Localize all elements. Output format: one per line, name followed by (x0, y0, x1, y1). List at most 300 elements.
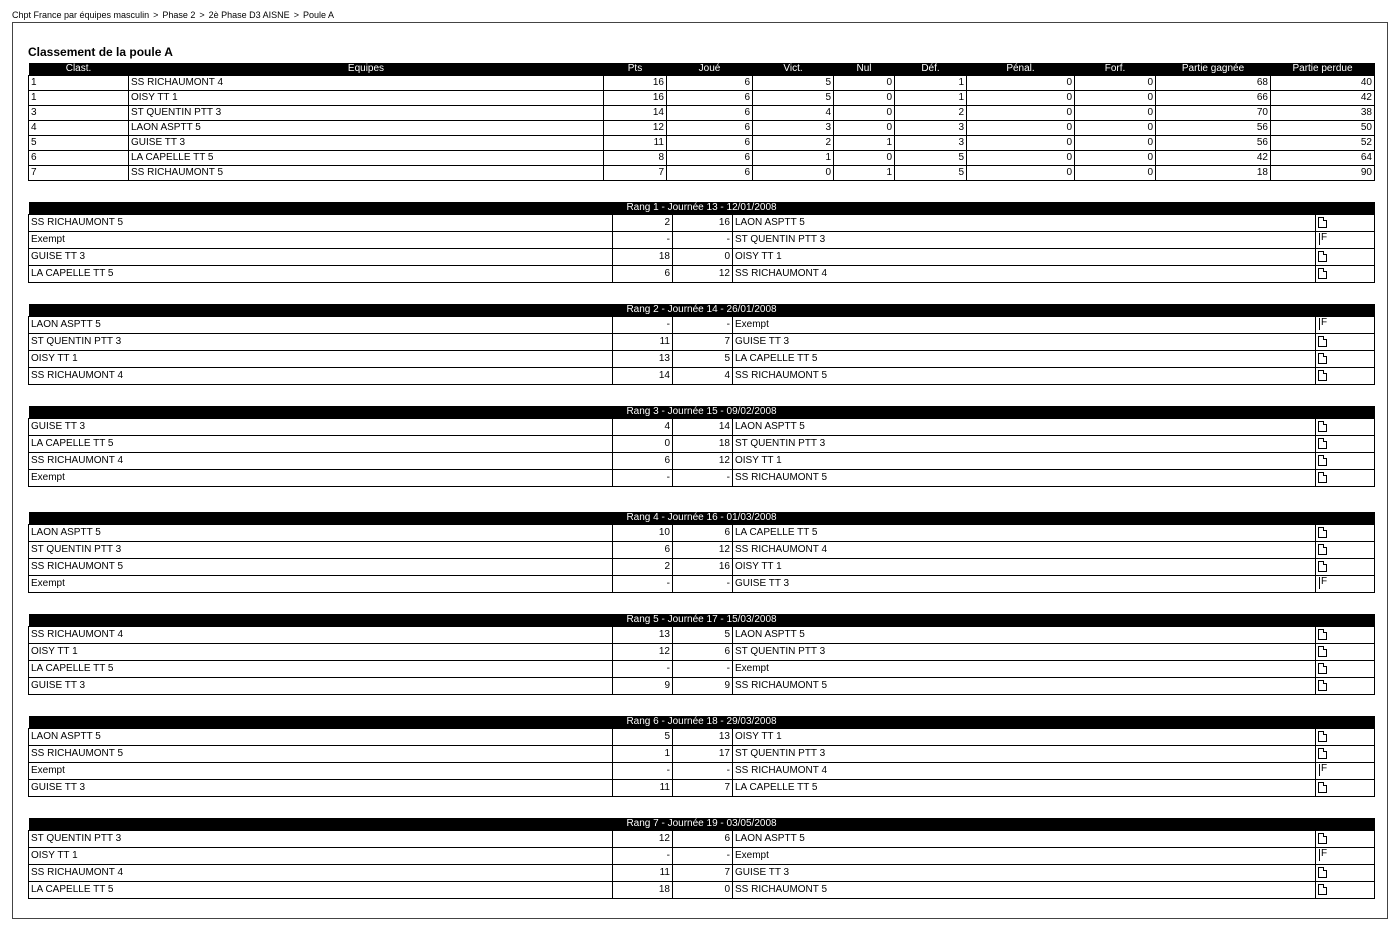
away-team-cell: SS RICHAUMONT 5 (733, 882, 1316, 899)
match-row (29, 470, 1375, 487)
away-team-cell: LAON ASPTT 5 (733, 215, 1316, 232)
document-icon[interactable] (1318, 680, 1327, 691)
standings-cell: 3 (895, 136, 967, 151)
match-sheet-cell (1316, 763, 1375, 780)
document-icon[interactable] (1318, 731, 1327, 742)
standings-cell: 0 (1075, 121, 1156, 136)
standings-column-header: Partie perdue (1271, 63, 1375, 76)
standings-cell: 6 (667, 136, 753, 151)
away-score-cell: 0 (673, 882, 733, 899)
forfeit-icon[interactable] (1318, 849, 1329, 861)
document-icon[interactable] (1318, 336, 1327, 347)
round-table (28, 818, 1375, 899)
standings-cell: 0 (967, 121, 1075, 136)
document-icon[interactable] (1318, 867, 1327, 878)
standings-cell: 64 (1271, 151, 1375, 166)
standings-row (29, 91, 1375, 106)
home-score-cell: 12 (613, 831, 673, 848)
match-row (29, 317, 1375, 334)
match-row (29, 525, 1375, 542)
home-score-cell: 11 (613, 780, 673, 797)
away-score-cell: - (673, 576, 733, 593)
match-sheet-cell (1316, 419, 1375, 436)
away-score-cell: - (673, 848, 733, 865)
away-team-cell: Exempt (733, 317, 1316, 334)
document-icon[interactable] (1318, 663, 1327, 674)
document-icon[interactable] (1318, 884, 1327, 895)
document-icon[interactable] (1318, 217, 1327, 228)
away-team-cell: SS RICHAUMONT 4 (733, 542, 1316, 559)
home-team-cell: SS RICHAUMONT 5 (29, 215, 613, 232)
home-score-cell: 11 (613, 334, 673, 351)
match-sheet-cell (1316, 627, 1375, 644)
standings-cell: 42 (1156, 151, 1271, 166)
standings-cell: 0 (1075, 106, 1156, 121)
home-score-cell: 4 (613, 419, 673, 436)
standings-row (29, 166, 1375, 181)
match-sheet-cell (1316, 453, 1375, 470)
match-row (29, 436, 1375, 453)
away-team-cell: ST QUENTIN PTT 3 (733, 746, 1316, 763)
away-score-cell: 6 (673, 525, 733, 542)
standings-row (29, 121, 1375, 136)
away-team-cell: SS RICHAUMONT 5 (733, 470, 1316, 487)
standings-cell: 0 (834, 106, 895, 121)
away-score-cell: 16 (673, 215, 733, 232)
round-table (28, 202, 1375, 283)
document-icon[interactable] (1318, 629, 1327, 640)
standings-table (28, 63, 1375, 181)
home-score-cell: 18 (613, 882, 673, 899)
standings-cell: 18 (1156, 166, 1271, 181)
document-icon[interactable] (1318, 353, 1327, 364)
away-team-cell: SS RICHAUMONT 5 (733, 678, 1316, 695)
team-name-cell: LAON ASPTT 5 (129, 121, 604, 136)
away-score-cell: 12 (673, 453, 733, 470)
home-score-cell: 6 (613, 542, 673, 559)
document-icon[interactable] (1318, 527, 1327, 538)
team-name-cell: SS RICHAUMONT 5 (129, 166, 604, 181)
round-header: Rang 7 - Journée 19 - 03/05/2008 (29, 818, 1375, 831)
away-score-cell: - (673, 661, 733, 678)
home-score-cell: - (613, 763, 673, 780)
away-team-cell: OISY TT 1 (733, 249, 1316, 266)
standings-cell: 0 (967, 136, 1075, 151)
match-sheet-cell (1316, 559, 1375, 576)
home-score-cell: 14 (613, 368, 673, 385)
match-sheet-cell (1316, 661, 1375, 678)
standings-cell: 56 (1156, 121, 1271, 136)
page-title: Classement de la poule A (28, 45, 173, 59)
standings-cell: 3 (29, 106, 129, 121)
match-row (29, 266, 1375, 283)
home-team-cell: SS RICHAUMONT 4 (29, 865, 613, 882)
standings-cell: 1 (895, 91, 967, 106)
match-row (29, 831, 1375, 848)
document-icon[interactable] (1318, 455, 1327, 466)
document-icon[interactable] (1318, 748, 1327, 759)
match-sheet-cell (1316, 351, 1375, 368)
match-sheet-cell (1316, 542, 1375, 559)
round-table (28, 716, 1375, 797)
document-icon[interactable] (1318, 561, 1327, 572)
away-team-cell: LAON ASPTT 5 (733, 419, 1316, 436)
standings-cell: 5 (753, 76, 834, 91)
round-header: Rang 4 - Journée 16 - 01/03/2008 (29, 512, 1375, 525)
match-row (29, 780, 1375, 797)
home-score-cell: - (613, 576, 673, 593)
home-team-cell: LA CAPELLE TT 5 (29, 661, 613, 678)
match-row (29, 882, 1375, 899)
match-sheet-cell (1316, 334, 1375, 351)
home-team-cell: Exempt (29, 763, 613, 780)
forfeit-icon[interactable] (1318, 764, 1329, 776)
document-icon[interactable] (1318, 268, 1327, 279)
standings-column-header: Clast. (29, 63, 129, 76)
standings-header-row (29, 63, 1375, 76)
away-score-cell: 6 (673, 831, 733, 848)
home-score-cell: - (613, 317, 673, 334)
away-score-cell: - (673, 317, 733, 334)
match-sheet-cell (1316, 678, 1375, 695)
away-score-cell: 6 (673, 644, 733, 661)
standings-cell: 1 (895, 76, 967, 91)
breadcrumb-item[interactable]: Poule A (302, 10, 334, 20)
match-sheet-cell (1316, 436, 1375, 453)
standings-cell: 4 (29, 121, 129, 136)
match-sheet-cell (1316, 266, 1375, 283)
match-row (29, 729, 1375, 746)
home-score-cell: - (613, 848, 673, 865)
away-score-cell: - (673, 470, 733, 487)
match-row (29, 368, 1375, 385)
match-row (29, 453, 1375, 470)
away-score-cell: 18 (673, 436, 733, 453)
standings-column-header: Forf. (1075, 63, 1156, 76)
breadcrumb-separator: > (199, 10, 205, 20)
standings-cell: 3 (753, 121, 834, 136)
away-team-cell: LAON ASPTT 5 (733, 831, 1316, 848)
round-header: Rang 1 - Journée 13 - 12/01/2008 (29, 202, 1375, 215)
round-table (28, 304, 1375, 385)
standings-cell: 0 (1075, 91, 1156, 106)
away-team-cell: GUISE TT 3 (733, 576, 1316, 593)
standings-cell: 7 (604, 166, 667, 181)
document-icon[interactable] (1318, 833, 1327, 844)
standings-cell: 42 (1271, 91, 1375, 106)
document-icon[interactable] (1318, 646, 1327, 657)
away-team-cell: SS RICHAUMONT 5 (733, 368, 1316, 385)
standings-cell: 6 (667, 91, 753, 106)
standings-cell: 0 (834, 121, 895, 136)
standings-column-header: Vict. (753, 63, 834, 76)
match-sheet-cell (1316, 780, 1375, 797)
standings-cell: 5 (895, 151, 967, 166)
away-team-cell: Exempt (733, 848, 1316, 865)
home-team-cell: Exempt (29, 232, 613, 249)
home-team-cell: GUISE TT 3 (29, 419, 613, 436)
standings-cell: 0 (967, 151, 1075, 166)
away-score-cell: 7 (673, 865, 733, 882)
away-team-cell: ST QUENTIN PTT 3 (733, 644, 1316, 661)
standings-column-header: Pénal. (967, 63, 1075, 76)
match-row (29, 334, 1375, 351)
match-sheet-cell (1316, 317, 1375, 334)
standings-column-header: Déf. (895, 63, 967, 76)
standings-cell: 5 (29, 136, 129, 151)
home-team-cell: GUISE TT 3 (29, 780, 613, 797)
forfeit-icon[interactable] (1318, 233, 1329, 245)
home-score-cell: - (613, 470, 673, 487)
match-sheet-cell (1316, 215, 1375, 232)
away-team-cell: LA CAPELLE TT 5 (733, 351, 1316, 368)
away-score-cell: - (673, 232, 733, 249)
home-team-cell: SS RICHAUMONT 4 (29, 368, 613, 385)
standings-cell: 1 (753, 151, 834, 166)
match-row (29, 627, 1375, 644)
away-team-cell: SS RICHAUMONT 4 (733, 266, 1316, 283)
away-team-cell: GUISE TT 3 (733, 865, 1316, 882)
standings-cell: 56 (1156, 136, 1271, 151)
breadcrumb-separator: > (153, 10, 159, 20)
standings-cell: 3 (895, 121, 967, 136)
match-sheet-cell (1316, 746, 1375, 763)
match-sheet-cell (1316, 729, 1375, 746)
standings-cell: 0 (834, 151, 895, 166)
standings-cell: 0 (1075, 136, 1156, 151)
standings-cell: 0 (967, 91, 1075, 106)
home-team-cell: SS RICHAUMONT 5 (29, 559, 613, 576)
standings-cell: 0 (967, 106, 1075, 121)
away-score-cell: 17 (673, 746, 733, 763)
standings-cell: 0 (1075, 166, 1156, 181)
standings-cell: 5 (895, 166, 967, 181)
match-sheet-cell (1316, 525, 1375, 542)
standings-cell: 16 (604, 76, 667, 91)
match-row (29, 351, 1375, 368)
standings-cell: 14 (604, 106, 667, 121)
round-header: Rang 2 - Journée 14 - 26/01/2008 (29, 304, 1375, 317)
away-team-cell: LA CAPELLE TT 5 (733, 780, 1316, 797)
standings-cell: 0 (1075, 151, 1156, 166)
round-table (28, 614, 1375, 695)
home-team-cell: OISY TT 1 (29, 848, 613, 865)
away-score-cell: 5 (673, 627, 733, 644)
standings-cell: 6 (667, 151, 753, 166)
standings-cell: 1 (834, 166, 895, 181)
away-score-cell: - (673, 763, 733, 780)
round-table (28, 512, 1375, 593)
home-team-cell: ST QUENTIN PTT 3 (29, 542, 613, 559)
home-score-cell: 2 (613, 559, 673, 576)
standings-cell: 7 (29, 166, 129, 181)
standings-cell: 90 (1271, 166, 1375, 181)
standings-body (29, 76, 1375, 181)
breadcrumb-item[interactable]: Chpt France par équipes masculin (12, 10, 150, 20)
home-score-cell: 1 (613, 746, 673, 763)
away-team-cell: OISY TT 1 (733, 559, 1316, 576)
home-team-cell: LA CAPELLE TT 5 (29, 882, 613, 899)
away-team-cell: SS RICHAUMONT 4 (733, 763, 1316, 780)
home-team-cell: LA CAPELLE TT 5 (29, 266, 613, 283)
standings-cell: 70 (1156, 106, 1271, 121)
home-team-cell: Exempt (29, 470, 613, 487)
standings-cell: 50 (1271, 121, 1375, 136)
home-score-cell: 0 (613, 436, 673, 453)
breadcrumb (12, 10, 334, 20)
match-sheet-cell (1316, 882, 1375, 899)
standings-cell: 38 (1271, 106, 1375, 121)
standings-cell: 6 (667, 106, 753, 121)
away-score-cell: 16 (673, 559, 733, 576)
match-row (29, 232, 1375, 249)
standings-cell: 52 (1271, 136, 1375, 151)
home-team-cell: ST QUENTIN PTT 3 (29, 334, 613, 351)
home-score-cell: 9 (613, 678, 673, 695)
standings-cell: 0 (834, 91, 895, 106)
match-sheet-cell (1316, 470, 1375, 487)
home-score-cell: 5 (613, 729, 673, 746)
match-sheet-cell (1316, 644, 1375, 661)
forfeit-icon[interactable] (1318, 577, 1329, 589)
standings-cell: 8 (604, 151, 667, 166)
away-score-cell: 0 (673, 249, 733, 266)
home-team-cell: GUISE TT 3 (29, 249, 613, 266)
match-sheet-cell (1316, 576, 1375, 593)
match-row (29, 542, 1375, 559)
standings-cell: 4 (753, 106, 834, 121)
breadcrumb-separator: > (293, 10, 299, 20)
standings-row (29, 136, 1375, 151)
home-team-cell: SS RICHAUMONT 5 (29, 746, 613, 763)
standings-cell: 68 (1156, 76, 1271, 91)
away-score-cell: 14 (673, 419, 733, 436)
standings-cell: 0 (1075, 76, 1156, 91)
document-icon[interactable] (1318, 544, 1327, 555)
home-team-cell: ST QUENTIN PTT 3 (29, 831, 613, 848)
away-score-cell: 12 (673, 542, 733, 559)
team-name-cell: LA CAPELLE TT 5 (129, 151, 604, 166)
home-team-cell: LAON ASPTT 5 (29, 729, 613, 746)
home-team-cell: OISY TT 1 (29, 644, 613, 661)
match-sheet-cell (1316, 368, 1375, 385)
home-team-cell: GUISE TT 3 (29, 678, 613, 695)
standings-cell: 6 (667, 166, 753, 181)
round-header: Rang 5 - Journée 17 - 15/03/2008 (29, 614, 1375, 627)
away-score-cell: 12 (673, 266, 733, 283)
team-name-cell: OISY TT 1 (129, 91, 604, 106)
standings-column-header: Equipes (129, 63, 604, 76)
document-icon[interactable] (1318, 370, 1327, 381)
match-sheet-cell (1316, 848, 1375, 865)
home-team-cell: LAON ASPTT 5 (29, 525, 613, 542)
home-team-cell: OISY TT 1 (29, 351, 613, 368)
match-row (29, 678, 1375, 695)
match-row (29, 763, 1375, 780)
standings-cell: 16 (604, 91, 667, 106)
standings-cell: 1 (29, 91, 129, 106)
away-team-cell: GUISE TT 3 (733, 334, 1316, 351)
match-row (29, 848, 1375, 865)
match-row (29, 215, 1375, 232)
home-score-cell: 12 (613, 644, 673, 661)
match-row (29, 865, 1375, 882)
standings-column-header: Pts (604, 63, 667, 76)
match-row (29, 644, 1375, 661)
match-sheet-cell (1316, 865, 1375, 882)
standings-row (29, 106, 1375, 121)
round-header: Rang 6 - Journée 18 - 29/03/2008 (29, 716, 1375, 729)
home-team-cell: Exempt (29, 576, 613, 593)
document-icon[interactable] (1318, 251, 1327, 262)
home-score-cell: 6 (613, 266, 673, 283)
standings-cell: 1 (834, 136, 895, 151)
home-score-cell: 11 (613, 865, 673, 882)
away-score-cell: 9 (673, 678, 733, 695)
standings-row (29, 76, 1375, 91)
home-score-cell: - (613, 661, 673, 678)
standings-cell: 6 (667, 121, 753, 136)
away-score-cell: 5 (673, 351, 733, 368)
standings-cell: 0 (967, 76, 1075, 91)
away-team-cell: Exempt (733, 661, 1316, 678)
standings-cell: 66 (1156, 91, 1271, 106)
document-icon[interactable] (1318, 782, 1327, 793)
match-row (29, 559, 1375, 576)
home-score-cell: 13 (613, 351, 673, 368)
standings-cell: 0 (967, 166, 1075, 181)
standings-cell: 0 (834, 76, 895, 91)
home-team-cell: SS RICHAUMONT 4 (29, 453, 613, 470)
standings-cell: 6 (667, 76, 753, 91)
standings-cell: 2 (753, 136, 834, 151)
match-sheet-cell (1316, 831, 1375, 848)
team-name-cell: GUISE TT 3 (129, 136, 604, 151)
standings-column-header: Partie gagnée (1156, 63, 1271, 76)
away-team-cell: ST QUENTIN PTT 3 (733, 436, 1316, 453)
document-icon[interactable] (1318, 421, 1327, 432)
home-team-cell: SS RICHAUMONT 4 (29, 627, 613, 644)
home-score-cell: 18 (613, 249, 673, 266)
document-icon[interactable] (1318, 472, 1327, 483)
standings-column-header: Nul (834, 63, 895, 76)
match-row (29, 746, 1375, 763)
match-row (29, 576, 1375, 593)
standings-cell: 0 (753, 166, 834, 181)
home-score-cell: 10 (613, 525, 673, 542)
away-team-cell: OISY TT 1 (733, 453, 1316, 470)
breadcrumb-item[interactable]: Phase 2 (162, 10, 196, 20)
home-score-cell: 13 (613, 627, 673, 644)
standings-cell: 5 (753, 91, 834, 106)
team-name-cell: ST QUENTIN PTT 3 (129, 106, 604, 121)
breadcrumb-item[interactable]: 2è Phase D3 AISNE (208, 10, 290, 20)
standings-cell: 11 (604, 136, 667, 151)
match-row (29, 661, 1375, 678)
home-score-cell: 6 (613, 453, 673, 470)
match-row (29, 249, 1375, 266)
standings-cell: 1 (29, 76, 129, 91)
away-team-cell: ST QUENTIN PTT 3 (733, 232, 1316, 249)
home-team-cell: LA CAPELLE TT 5 (29, 436, 613, 453)
team-name-cell: SS RICHAUMONT 4 (129, 76, 604, 91)
document-icon[interactable] (1318, 438, 1327, 449)
away-team-cell: OISY TT 1 (733, 729, 1316, 746)
home-score-cell: - (613, 232, 673, 249)
standings-column-header: Joué (667, 63, 753, 76)
standings-row (29, 151, 1375, 166)
forfeit-icon[interactable] (1318, 318, 1329, 330)
